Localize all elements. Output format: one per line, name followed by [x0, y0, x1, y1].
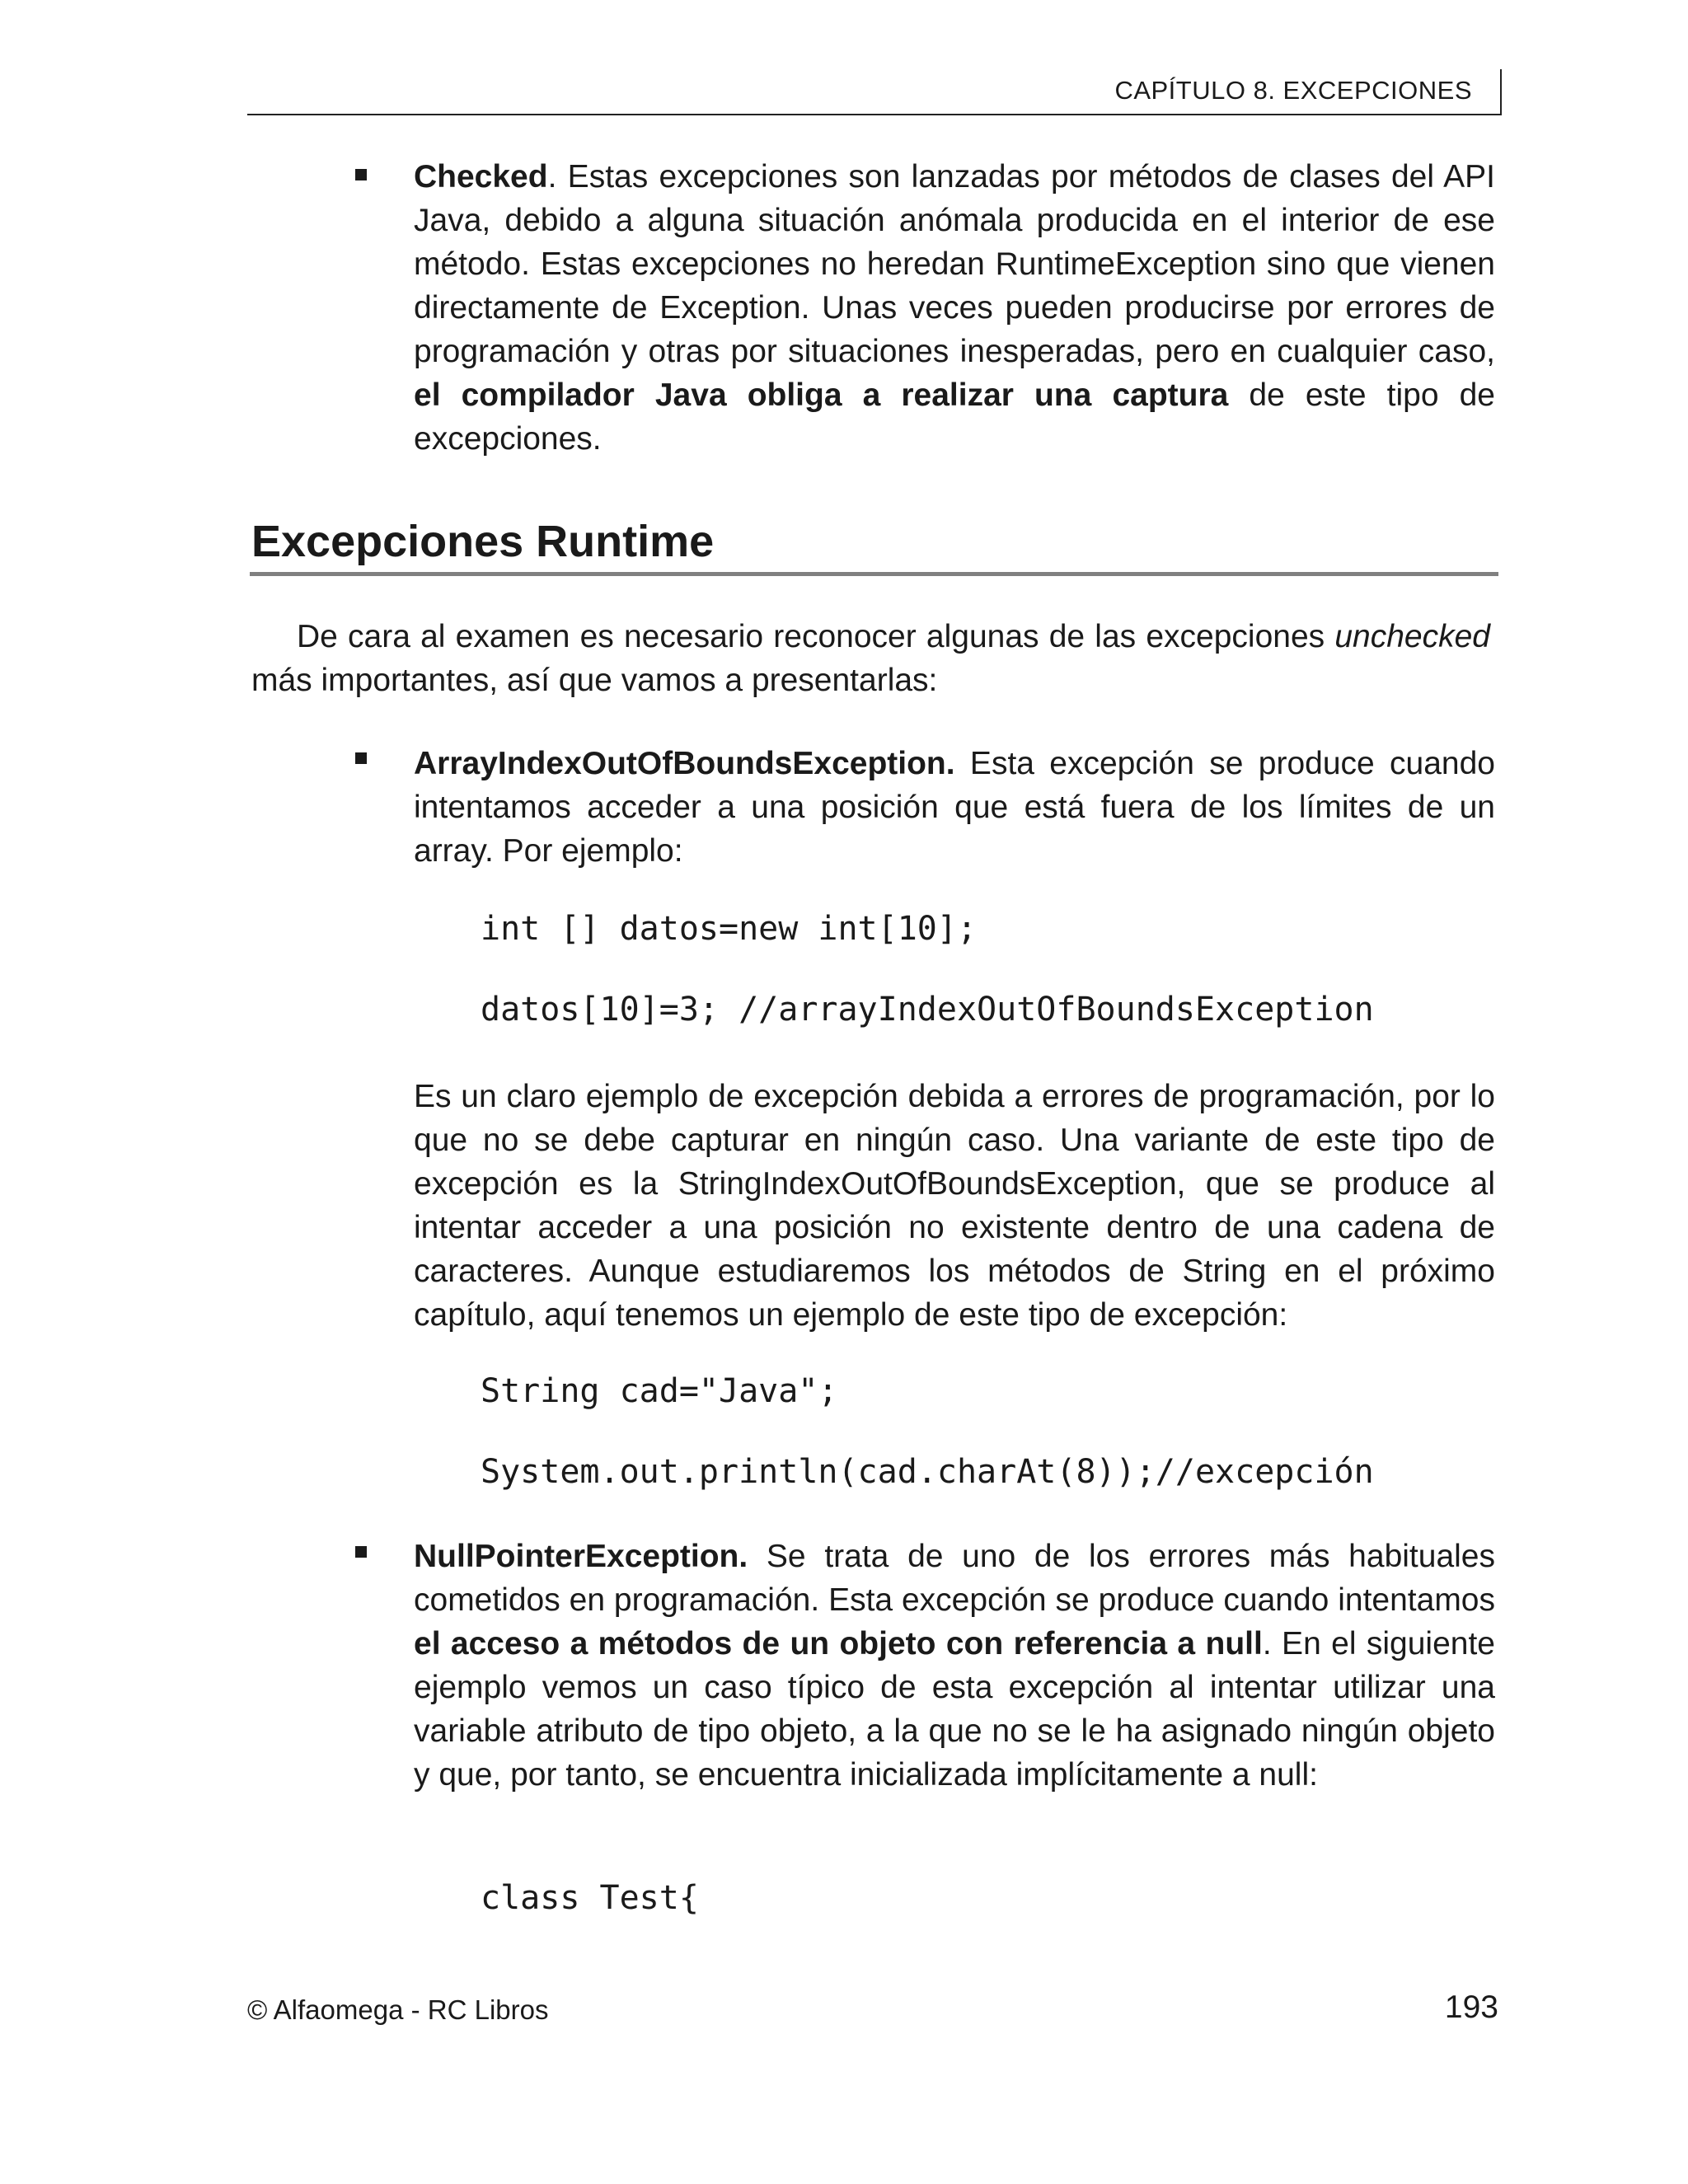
intro-text-1: De cara al examen es necesario reconocer algunas de las excepciones — [297, 619, 1335, 654]
npe-text-2: . En el siguiente ejemplo vemos un caso típico de esta excepción al intentar utilizar una variable atributo de tipo objeto, a la que no se le ha asignado ningún objeto y que, por tanto, se encuentra inicializada implícitamente a null: — [414, 1626, 1496, 1793]
npe-paragraph — [414, 1535, 1495, 1797]
checked-text-2: de este tipo de excepciones. — [414, 377, 1495, 457]
code-line: System.out.println(cad.charAt(8));//excepción — [481, 1453, 1374, 1491]
code-line: String cad="Java"; — [481, 1372, 838, 1410]
publisher-credit: © Alfaomega - RC Libros — [247, 1994, 549, 2025]
bullet-icon — [355, 1546, 367, 1558]
checked-paragraph — [414, 155, 1495, 461]
npe-term: NullPointerException. — [414, 1539, 748, 1574]
checked-emphasis: el compilador Java obliga a realizar una captura — [414, 377, 1229, 413]
npe-emphasis: el acceso a métodos de un objeto con referencia a null — [414, 1626, 1263, 1661]
intro-emphasis: unchecked — [1334, 619, 1490, 654]
npe-text-1: Se trata de uno de los errores más habituales cometidos en programación. Esta excepción se produce cuando intentamos — [414, 1539, 1495, 1618]
running-header — [247, 69, 1502, 115]
aioobe-term: ArrayIndexOutOfBoundsException. — [414, 746, 955, 781]
checked-text-1: . Estas excepciones son lanzadas por métodos de clases del API Java, debido a alguna situación anómala producida en el interior de ese método. Estas excepciones no heredan RuntimeException sino que vienen directamente de Exception. Unas veces pueden producirse por errores de programación y otras por situaciones inesperadas, pero en cualquier caso, — [414, 159, 1495, 369]
chapter-title: CAPÍTULO 8. EXCEPCIONES — [1114, 76, 1472, 105]
bullet-icon — [355, 169, 367, 180]
code-line: class Test{ — [481, 1879, 699, 1917]
section-divider — [250, 572, 1498, 576]
intro-text-2: más importantes, así que vamos a presentarlas: — [251, 663, 938, 698]
code-line: int [] datos=new int[10]; — [481, 910, 978, 948]
aioobe-text: Esta excepción se produce cuando intentamos acceder a una posición que está fuera de los límites de un array. Por ejemplo: — [414, 746, 1495, 869]
aioobe-explanation: Es un claro ejemplo de excepción debida a errores de programación, por lo que no se debe capturar en ningún caso. Una variante de este tipo de excepción es la StringIndexOutOfBoundsException, que se produce al intentar acceder a una posición no existente dentro de una cadena de caracteres. Aunque estudiaremos los métodos de String en el próximo capítulo, aquí tenemos un ejemplo de este tipo de excepción: — [414, 1079, 1495, 1333]
section-title: Excepciones Runtime — [251, 517, 715, 566]
bullet-icon — [355, 752, 367, 764]
checked-term: Checked — [414, 159, 548, 194]
aioobe-paragraph — [414, 742, 1495, 873]
code-line: datos[10]=3; //arrayIndexOutOfBoundsException — [481, 991, 1374, 1029]
intro-paragraph — [251, 615, 1490, 702]
page-number: 193 — [1444, 1990, 1498, 2025]
